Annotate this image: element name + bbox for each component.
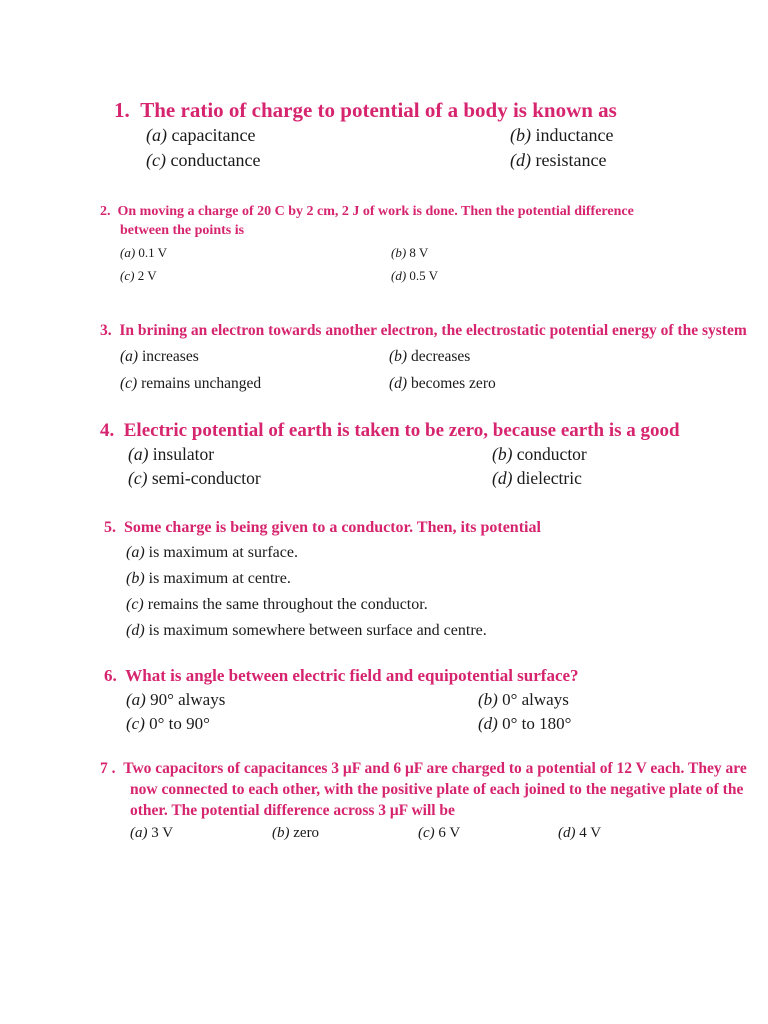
option-b	[272, 825, 319, 842]
option-d	[510, 150, 606, 171]
option-text: 0° to 90°	[149, 714, 210, 733]
question-number: 4.	[100, 420, 115, 441]
option-b	[510, 125, 613, 146]
question-text: Some charge is being given to a conductor. Then, its potential	[124, 519, 541, 536]
question-text-line-3: other. The potential difference across 3 μF will be	[130, 802, 455, 819]
option-letter: (a)	[120, 348, 139, 365]
question-number: 2.	[100, 204, 111, 219]
option-letter: (c)	[126, 714, 145, 733]
option-d	[391, 268, 438, 284]
question-text: In brining an electron towards another electron, the electrostatic potential energy of the system	[119, 322, 747, 339]
option-text: 0° always	[502, 690, 569, 709]
option-c	[146, 150, 260, 171]
question-stem	[104, 666, 579, 686]
option-a	[120, 348, 199, 366]
option-d	[558, 825, 601, 842]
option-letter: (d)	[126, 622, 145, 639]
question-text-line-2: now connected to each other, with the positive plate of each joined to the negative plate of the	[130, 781, 744, 798]
option-text: 6 V	[438, 825, 461, 841]
option-letter: (b)	[272, 825, 290, 841]
option-d	[478, 714, 571, 734]
question-number: 5.	[104, 519, 116, 536]
option-c	[120, 375, 261, 393]
option-text: is maximum at centre.	[148, 570, 291, 587]
option-letter: (a)	[146, 125, 167, 145]
option-text: becomes zero	[410, 375, 496, 392]
option-letter: (c)	[120, 375, 138, 392]
question-number: 1.	[114, 98, 130, 122]
question-text-line-2: between the points is	[120, 223, 245, 238]
option-letter: (b)	[510, 125, 531, 145]
option-text: conductance	[170, 150, 261, 170]
option-a	[128, 444, 214, 465]
option-letter: (b)	[389, 348, 408, 365]
option-letter: (a)	[120, 245, 136, 260]
option-letter: (b)	[492, 444, 513, 464]
option-text: 8 V	[409, 245, 429, 260]
question-text-line-1: Two capacitors of capacitances 3 μF and 6 μF are charged to a potential of 12 V each. They are	[123, 760, 747, 777]
option-letter: (a)	[126, 544, 145, 561]
option-text: inductance	[535, 125, 614, 145]
option-c	[126, 714, 210, 734]
option-text: resistance	[535, 150, 607, 170]
option-c	[126, 596, 428, 614]
question-text-line-1: On moving a charge of 20 C by 2 cm, 2 J of work is done. Then the potential difference	[117, 204, 634, 219]
question-stem	[100, 322, 747, 340]
option-text: 0.1 V	[138, 245, 168, 260]
option-text: is maximum somewhere between surface and centre.	[148, 622, 487, 639]
question-stem	[100, 420, 680, 442]
option-letter: (b)	[391, 245, 407, 260]
option-letter: (b)	[126, 570, 145, 587]
option-text: zero	[293, 825, 320, 841]
option-b	[478, 690, 569, 710]
question-stem	[104, 519, 541, 537]
option-a	[120, 245, 167, 261]
option-c	[128, 468, 261, 489]
option-letter: (a)	[126, 690, 146, 709]
option-b	[389, 348, 470, 366]
option-b	[391, 245, 428, 261]
option-letter: (d)	[558, 825, 576, 841]
option-text: 2 V	[137, 268, 157, 283]
option-text: 90° always	[150, 690, 226, 709]
option-letter: (a)	[128, 444, 149, 464]
question-stem	[100, 204, 634, 220]
option-letter: (d)	[510, 150, 531, 170]
option-text: decreases	[410, 348, 471, 365]
option-text: insulator	[152, 444, 215, 464]
option-letter: (d)	[391, 268, 407, 283]
question-text: Electric potential of earth is taken to be zero, because earth is a good	[123, 420, 680, 441]
option-c	[120, 268, 157, 284]
option-d	[492, 468, 582, 489]
option-a	[130, 825, 173, 842]
option-text: 4 V	[579, 825, 602, 841]
question-number: 6.	[104, 666, 117, 685]
option-text: 0° to 180°	[502, 714, 572, 733]
option-letter: (c)	[120, 268, 135, 283]
question-text: The ratio of charge to potential of a body is known as	[140, 98, 617, 122]
option-d	[389, 375, 496, 393]
option-text: 3 V	[151, 825, 174, 841]
question-stem	[114, 98, 617, 123]
option-b	[126, 570, 291, 588]
option-letter: (c)	[126, 596, 144, 613]
option-text: semi-conductor	[151, 468, 261, 488]
option-text: 0.5 V	[409, 268, 439, 283]
option-text: dielectric	[516, 468, 582, 488]
option-letter: (c)	[128, 468, 148, 488]
option-letter: (b)	[478, 690, 498, 709]
question-stem	[100, 760, 747, 778]
option-a	[146, 125, 255, 146]
option-c	[418, 825, 460, 842]
option-a	[126, 690, 225, 710]
option-letter: (d)	[492, 468, 513, 488]
option-b	[492, 444, 587, 465]
question-number: 7 .	[100, 760, 116, 777]
option-letter: (c)	[146, 150, 166, 170]
option-d	[126, 622, 487, 640]
option-letter: (d)	[389, 375, 408, 392]
option-text: is maximum at surface.	[148, 544, 298, 561]
option-text: increases	[141, 348, 199, 365]
option-letter: (a)	[130, 825, 148, 841]
option-text: capacitance	[171, 125, 256, 145]
option-text: conductor	[516, 444, 587, 464]
question-text: What is angle between electric field and equipotential surface?	[125, 666, 579, 685]
option-letter: (c)	[418, 825, 435, 841]
question-number: 3.	[100, 322, 112, 339]
option-text: remains unchanged	[141, 375, 262, 392]
option-a	[126, 544, 298, 562]
option-text: remains the same throughout the conductor.	[147, 596, 428, 613]
option-letter: (d)	[478, 714, 498, 733]
